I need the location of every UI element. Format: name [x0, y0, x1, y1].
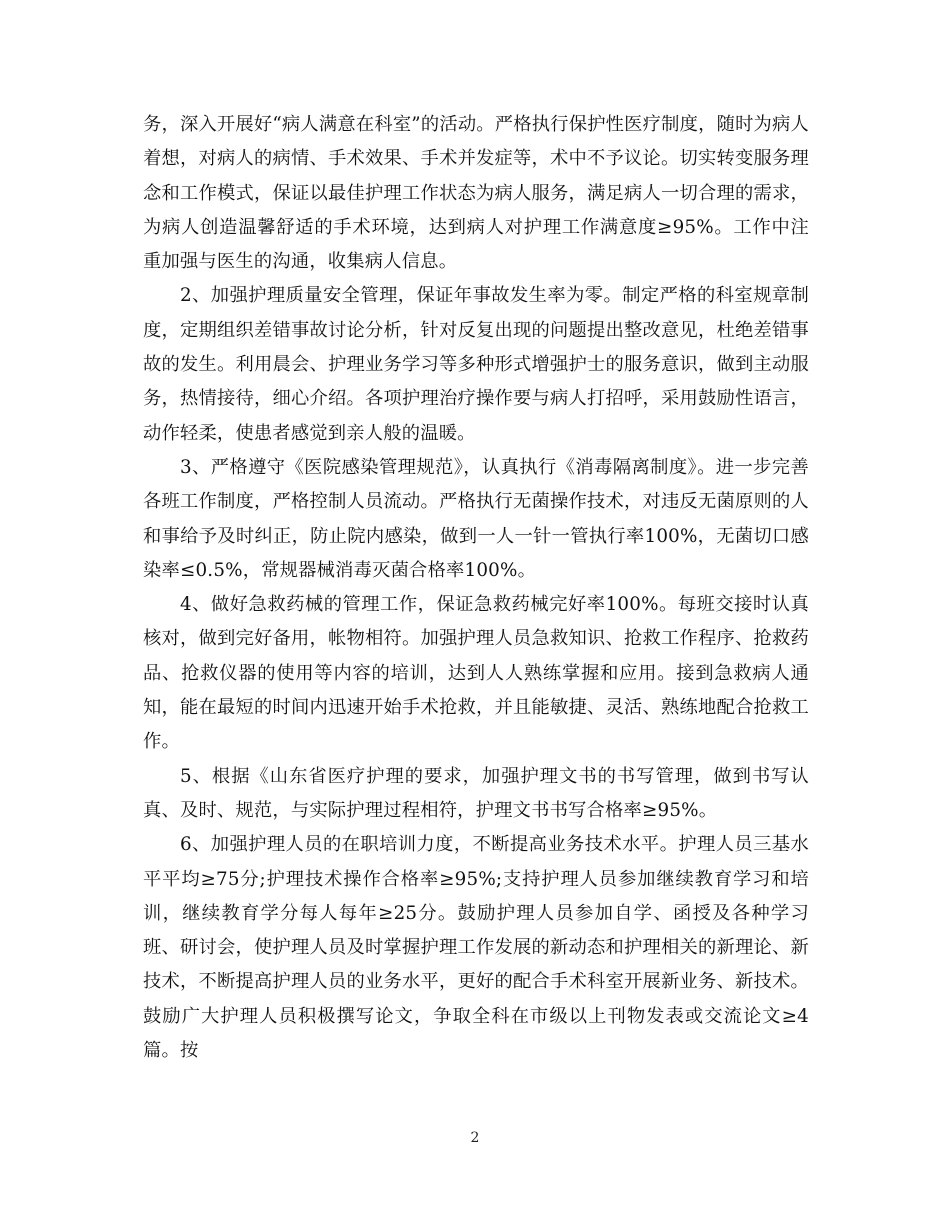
paragraph-item-5: 5、根据《山东省医疗护理的要求，加强护理文书的书写管理，做到书写认真、及时、规范，与实际护理过程相符，护理文书书写合格率≥95%。 [143, 765, 809, 821]
page-number: 2 [470, 1130, 480, 1146]
paragraph-continuation: 务，深入开展好“病人满意在科室”的活动。严格执行保护性医疗制度，随时为病人着想，对病人的病情、手术效果、手术并发症等，术中不予议论。切实转变服务理念和工作模式，保证以最佳护理工作状态为病人服务，满足病人一切合理的需求，为病人创造温馨舒适的手术环境，达到病人对护理工作满意度≥95%。工作中注重加强与医生的沟通，收集病人信息。 [143, 114, 809, 273]
document-body [143, 108, 809, 1068]
paragraph-item-6: 6、加强护理人员的在职培训力度，不断提高业务技术水平。护理人员三基水平平均≥75分;护理技术操作合格率≥95%;支持护理人员参加继续教育学习和培训，继续教育学分每人每年≥25分。鼓励护理人员参加自学、函授及各种学习班、研讨会，使护理人员及时掌握护理工作发展的新动态和护理相关的新理论、新技术，不断提高护理人员的业务水平，更好的配合手术科室开展新业务、新技术。鼓励广大护理人员积极撰写论文，争取全科在市级以上刊物发表或交流论文≥4篇。按 [143, 834, 809, 1062]
paragraph-item-2: 2、加强护理质量安全管理，保证年事故发生率为零。制定严格的科室规章制度，定期组织差错事故讨论分析，针对反复出现的问题提出整改意见，杜绝差错事故的发生。利用晨会、护理业务学习等多种形式增强护士的服务意识，做到主动服务，热情接待，细心介绍。各项护理治疗操作要与病人打招呼，采用鼓励性语言，动作轻柔，使患者感觉到亲人般的温暖。 [143, 285, 809, 444]
paragraph-item-3: 3、严格遵守《医院感染管理规范》，认真执行《消毒隔离制度》。进一步完善各班工作制度，严格控制人员流动。严格执行无菌操作技术，对违反无菌原则的人和事给予及时纠正，防止院内感染，做到一人一针一管执行率100%，无菌切口感染率≤0.5%，常规器械消毒灭菌合格率100%。 [143, 456, 809, 581]
paragraph-item-4: 4、做好急救药械的管理工作，保证急救药械完好率100%。每班交接时认真核对，做到完好备用，帐物相符。加强护理人员急救知识、抢救工作程序、抢救药品、抢救仪器的使用等内容的培训，达到人人熟练掌握和应用。接到急救病人通知，能在最短的时间内迅速开始手术抢救，并且能敏捷、灵活、熟练地配合抢救工作。 [143, 594, 809, 753]
